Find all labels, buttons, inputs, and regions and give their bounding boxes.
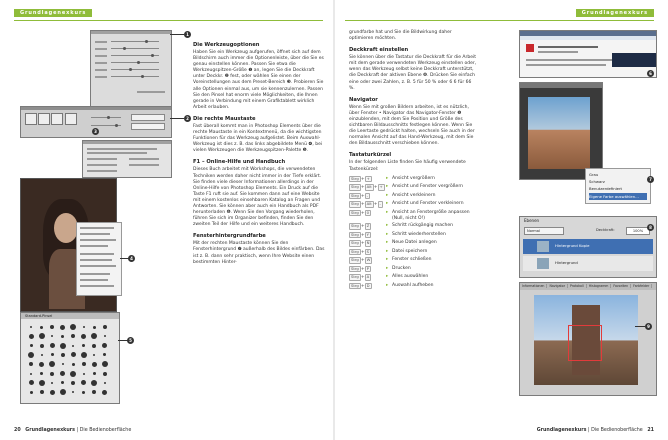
arrow-icon: ▸ [386,201,389,207]
panel-titlebar [91,31,171,34]
key-cap: S [366,248,370,254]
key-cap: Y [366,231,369,237]
running-head-label-right: Grundlagenexkurs [576,9,654,17]
brush-tip[interactable] [39,380,45,386]
shortcut-label: Fenster schließen [392,257,432,263]
shortcut-label: Ansicht verkleinern [392,192,436,198]
left-footer: 20 Grundlagenexkurs | Die Bedienoberfläche [14,428,132,433]
brush-tip[interactable] [49,361,55,367]
key-cap: Strg [351,192,359,198]
photo-context-menu[interactable] [76,222,122,296]
brush-tip[interactable] [41,354,43,356]
shortcut-label: Schritt rückgängig machen [392,223,453,229]
shortcut-keys: Strg + D [351,282,370,289]
arrow-icon: ▸ [386,184,389,190]
key-cap: Strg [351,231,359,237]
browser-screenshot [519,30,657,78]
brush-tip[interactable] [50,325,54,329]
brush-tip[interactable] [62,363,64,365]
brush-tip[interactable] [83,326,85,328]
arrow-icon: ▸ [386,282,389,288]
footer-chapter-right: Die Bedienoberfläche [591,428,643,433]
shortcut-keys: Strg + Alt + + [351,184,383,191]
brush-tip[interactable] [104,382,106,384]
brush-tip[interactable] [103,325,107,329]
shortcut-keys: Strg + P [351,265,369,272]
callout-2: 2 [184,115,191,122]
brush-tip[interactable] [40,390,44,394]
opacity-field[interactable]: 100% [626,227,650,235]
key-cap: Strg [351,175,359,181]
key-cap: Strg [351,274,359,280]
shortcut-keys: Strg + W [351,257,371,264]
brush-tip[interactable] [81,380,86,385]
presets-screenshot [82,140,172,178]
right-footer: Grundlagenexkurs | Die Bedienoberfläche 21 [536,428,654,433]
brush-tip[interactable] [104,335,106,337]
arrow-icon: ▸ [386,248,389,254]
brush-tip[interactable] [50,372,54,376]
brush-tip[interactable] [60,389,66,395]
shortcut-label: Drucken [392,265,411,271]
brush-tip[interactable] [91,333,97,339]
tool-options-screenshot [90,30,172,108]
key-cap: Strg [351,240,359,246]
brush-tip[interactable] [102,361,108,367]
brush-tip[interactable] [51,382,53,384]
layers-header: Ebenen [524,218,540,223]
layers-panel [519,216,657,278]
shortcut-keys: Strg + + [351,175,370,182]
key-cap: Strg [351,223,359,229]
heading-fenster: Fensterhintergrundfarbe [193,233,266,240]
arrow-icon: ▸ [386,175,389,181]
para-top: grundfarbe hat und Sie die Bildwirkung daher optimieren möchten. [349,30,452,42]
context-menu-item[interactable]: Schwarz [589,179,605,185]
shortcut-keys: Strg + 0 [351,209,370,216]
shortcut-item [349,240,477,247]
key-cap: Strg [351,201,359,207]
brush-tip[interactable] [70,371,76,377]
shortcut-keys: Strg + Z [351,223,370,230]
shortcut-item [349,210,477,222]
navigator-panel [519,282,657,396]
brush-grid [27,323,113,399]
key-cap: A [366,274,370,280]
shortcut-label: Ansicht an Fenstergröße anpassen (Null, nicht O!) [392,209,470,221]
panel-tab[interactable]: Histogramm [587,284,612,288]
heading-rechte-maus: Die rechte Maustaste [193,115,256,122]
callout-8: 8 [647,224,654,231]
arrow-icon: ▸ [386,274,389,280]
brush-tip[interactable] [29,380,34,385]
callout-1: 1 [184,31,191,38]
callout-9: 9 [645,323,652,330]
para-werkzeugoptionen: Haben Sie ein Werkzeug aufgerufen, öffnet sich auf dem Bildschirm auch immer die Optionenleiste, über die Sie es genau einstellen können. Passen Sie etwa die Werkzeugspitzen-Größe ❶ an, legen Sie die Deckkraft unter Deckkr. ❷ fest, oder wählen Sie einen der Voreinstellungen aus dem Preset-Bereich ❸. Probieren Sie alle Optionen einmal aus, um sie kennenzulernen. Passen Sie den Pinsel hat enorm viele Möglichkeiten, die Ihnen gerade in Verbindung mit einem Grafiktablett wirklich Arbeit erlauben. [193,50,324,110]
shortcut-keys: Strg + N [351,240,370,247]
para-hilfe: Dieses Buch arbeitet mit Workshops, die verwendeten Techniken werden daher nicht immer in der Tiefe erklärt. Sie finden viele dieser Informationen allerdings in der Online-Hilfe von Photoshop Elements. Ein Druck auf die Taste F1 ruft sie auf. Sie kommen dann auf eine Website mit einem kostenlos einsehbaren Katalog an Fragen und Antworten. Sie können aber auch ein Handbuch als PDF herunterladen ❻. Wenn Sie den Vorgang wiederholen, führen Sie sich im Organizer befinden, finden Sie den zweiten Teil der Hilfe und ein weiteres Handbuch. [193,167,322,228]
brush-tip[interactable] [71,334,75,338]
key-cap: Strg [351,248,359,254]
brush-tip[interactable] [92,362,97,367]
brush-tip[interactable] [72,391,74,393]
brush-tip[interactable] [40,326,43,329]
para-navigator: Wenn Sie mit großen Bildern arbeiten, ist es nützlich, über Fenster • Navigator das Navigator-Fenster ❾ einzublenden, mit dem Sie Position und Größe des sichtbaren Bildausschnitts festlegen können. Wenn Sie die Leertaste gedrückt halten, wechseln Sie auch in der normalen Ansicht auf das Hand-Werkzeug, mit dem Sie den Bildausschnitt verschieben können. [349,104,475,147]
running-head-left [14,12,323,21]
brush-tip[interactable] [30,373,32,375]
panel-tab[interactable]: Informationen [520,284,547,288]
brush-tip[interactable] [93,326,96,329]
brush-tip[interactable] [61,335,64,338]
shortcut-label: Neue Datei anlegen [392,240,437,246]
brush-tip[interactable] [91,380,97,386]
key-cap: - [366,192,368,198]
brush-tip[interactable] [60,325,65,330]
key-cap: Strg [351,184,359,190]
key-cap: 0 [366,209,370,215]
shortcut-item [349,257,477,264]
brush-tip[interactable] [82,344,85,347]
shortcut-label: Alles auswählen [392,274,429,280]
shortcut-item [349,201,477,208]
arrow-icon: ▸ [386,240,389,246]
page-number-left: 20 [14,428,21,433]
brush-tip[interactable] [92,344,96,348]
shortcut-item [349,176,477,183]
key-cap: Alt [366,184,372,190]
shortcut-item [349,266,477,273]
brush-tip[interactable] [40,372,43,375]
right-page [335,0,668,440]
brush-palette-title: Standard-Pinsel [25,314,53,318]
panel-tab[interactable]: Favoriten [611,284,631,288]
shortcut-keys: Strg + Y [351,231,369,238]
key-cap: Z [366,223,370,229]
callout-4: 4 [128,255,135,262]
brush-tip[interactable] [40,344,44,348]
shortcut-keys: Strg + - [351,192,368,199]
key-cap: Alt [366,201,372,207]
brush-tip[interactable] [39,333,45,339]
arrow-icon: ▸ [386,192,389,198]
arrow-icon: ▸ [386,231,389,237]
brush-tip[interactable] [102,343,107,348]
callout-3: 3 [92,128,99,135]
opacity-label: Deckkraft: [596,228,615,232]
brush-tip[interactable] [93,354,95,356]
callout-5: 5 [127,337,134,344]
brush-tip[interactable] [82,362,86,366]
callout-7: 7 [647,176,654,183]
shortcut-keys: Strg + A [351,274,370,281]
shortcut-item [349,274,477,281]
brush-tip[interactable] [82,391,85,394]
shortcut-label: Ansicht vergrößern [392,175,435,181]
brush-tip[interactable] [61,353,65,357]
brush-palette-screenshot [20,312,120,404]
shortcut-label: Ansicht und Fenster vergrößern [392,184,463,190]
context-menu-item[interactable]: Eigene Farbe auswählen... [589,193,647,200]
blend-mode-select[interactable]: Normal [524,227,564,235]
context-menu-item[interactable]: Benutzerdefiniert [589,186,623,192]
shortcut-keys: Strg + S [351,248,370,255]
shortcut-item [349,249,477,256]
layer-name-1: Hintergrund [555,260,578,265]
para-tastatur: In der folgenden Liste finden Sie häufig verwendete Tastenkürzel: [349,160,466,172]
key-cap: Strg [351,265,359,271]
brush-tip[interactable] [81,334,86,339]
brush-tip[interactable] [103,353,106,356]
callout-6: 6 [647,70,654,77]
context-menu-item[interactable]: Grau [589,172,599,177]
brush-tip[interactable] [72,363,75,366]
brush-tip[interactable] [60,371,65,376]
brush-tip[interactable] [30,391,33,394]
brush-tip[interactable] [50,390,55,395]
shortcut-item [349,223,477,230]
arrow-icon: ▸ [386,257,389,263]
heading-deckkraft: Deckkraft einstellen [349,47,409,54]
panel-tab[interactable]: Farbfelder [631,284,652,288]
brush-tip[interactable] [30,326,32,328]
brush-tip[interactable] [83,373,85,375]
image-window-screenshot [519,82,603,180]
para-deckkraft: Sie können über die Tastatur die Deckkraft für die Arbeit mit dem gerade verwendeten Werkzeug einstellen oder, wenn das Werkzeug selbst keine Deckkraft unterstützt, die Deckkraft der aktiven Ebene ❽. Drücken Sie einfach eine oder zwei Zahlen, z. B. 5 für 50 % oder 6 6 für 66 %. [349,55,477,91]
panel-tab[interactable]: Protokoll [568,284,587,288]
heading-navigator: Navigator [349,96,378,103]
right-text-column [349,30,477,291]
brush-tip[interactable] [30,344,33,347]
shortcut-label: Schritt wiederherstellen [392,231,446,237]
footer-chapter-left: Die Bedienoberfläche [79,428,132,433]
key-cap: W [366,257,371,263]
brush-tip[interactable] [102,390,107,395]
brush-tip[interactable] [72,345,74,347]
brush-tip[interactable] [93,372,96,375]
para-fenster: Mit der rechten Maustaste können Sie den Fensterhintergrund ❼ außerhalb des Bildes einfärben. Das ist z. B. dann sehr praktisch, wenn Ihre Website einen bestimmten Hinter- [193,241,325,265]
key-cap: + [379,184,383,190]
shortcut-item [349,232,477,239]
left-page [0,0,333,440]
brush-tip[interactable] [28,352,34,358]
shortcut-label: Ansicht und Fenster verkleinern [392,201,464,207]
brush-tip[interactable] [50,343,55,348]
arrow-icon: ▸ [386,223,389,229]
shortcut-keys: Strg + Alt + - [351,201,381,208]
layer-row[interactable] [523,256,653,271]
layer-name-0: Hintergrund Kopie [555,243,590,248]
brush-tip[interactable] [60,343,66,349]
shortcut-label: Datei speichern [392,248,428,254]
brush-tip[interactable] [51,335,53,337]
key-cap: Strg [351,209,359,215]
left-text-column [193,42,325,269]
key-cap: + [366,175,370,181]
brush-tip[interactable] [71,381,75,385]
panel-tab[interactable]: Navigator [547,284,568,288]
brush-tip[interactable] [29,362,33,366]
brush-tip[interactable] [51,353,54,356]
shortcut-list [349,176,477,290]
layer-row-active[interactable] [523,239,653,254]
shortcut-item [349,283,477,290]
brush-tip[interactable] [29,334,34,339]
brush-tip[interactable] [92,390,96,394]
heading-tastatur: Tastaturkürzel [349,152,392,159]
brush-tip[interactable] [39,362,44,367]
key-cap: Strg [351,257,359,263]
key-cap: N [366,240,370,246]
background-context-menu[interactable] [585,168,651,204]
key-cap: P [366,265,369,271]
brush-tip[interactable] [61,381,64,384]
heading-werkzeugoptionen: Die Werkzeugoptionen [193,42,260,48]
brush-tip[interactable] [103,372,107,376]
running-head-label: Grundlagenexkurs [14,9,92,17]
brush-tip[interactable] [81,352,87,358]
key-cap: D [366,282,370,288]
footer-section-right: Grundlagenexkurs [536,428,587,433]
para-rechte-maus: Fast überall kommt man in Photoshop Elements über die rechte Maustaste in ein Kontextmenü, da die wichtigsten Funktionen für das Werkzeug aufgelistet. Beim Auswahl-Werkzeug ist dies z. B. das links abgebildete Menü ❹, bei vielen Werkzeugen die Werkzeugspitzen-Palette ❺. [193,123,323,154]
brush-tip[interactable] [71,352,76,357]
arrow-icon: ▸ [386,209,389,215]
key-cap: - [379,201,381,207]
brush-tip[interactable] [70,324,76,330]
heading-hilfe: F1 – Online-Hilfe und Handbuch [193,159,286,166]
page-number-right: 21 [647,428,654,433]
key-cap: Strg [351,282,359,288]
running-head-right [345,12,654,21]
footer-section-left: Grundlagenexkurs [25,428,75,433]
shortcut-item [349,193,477,200]
arrow-icon: ▸ [386,265,389,271]
shortcut-label: Auswahl aufheben [392,282,434,288]
shortcut-item [349,184,477,191]
